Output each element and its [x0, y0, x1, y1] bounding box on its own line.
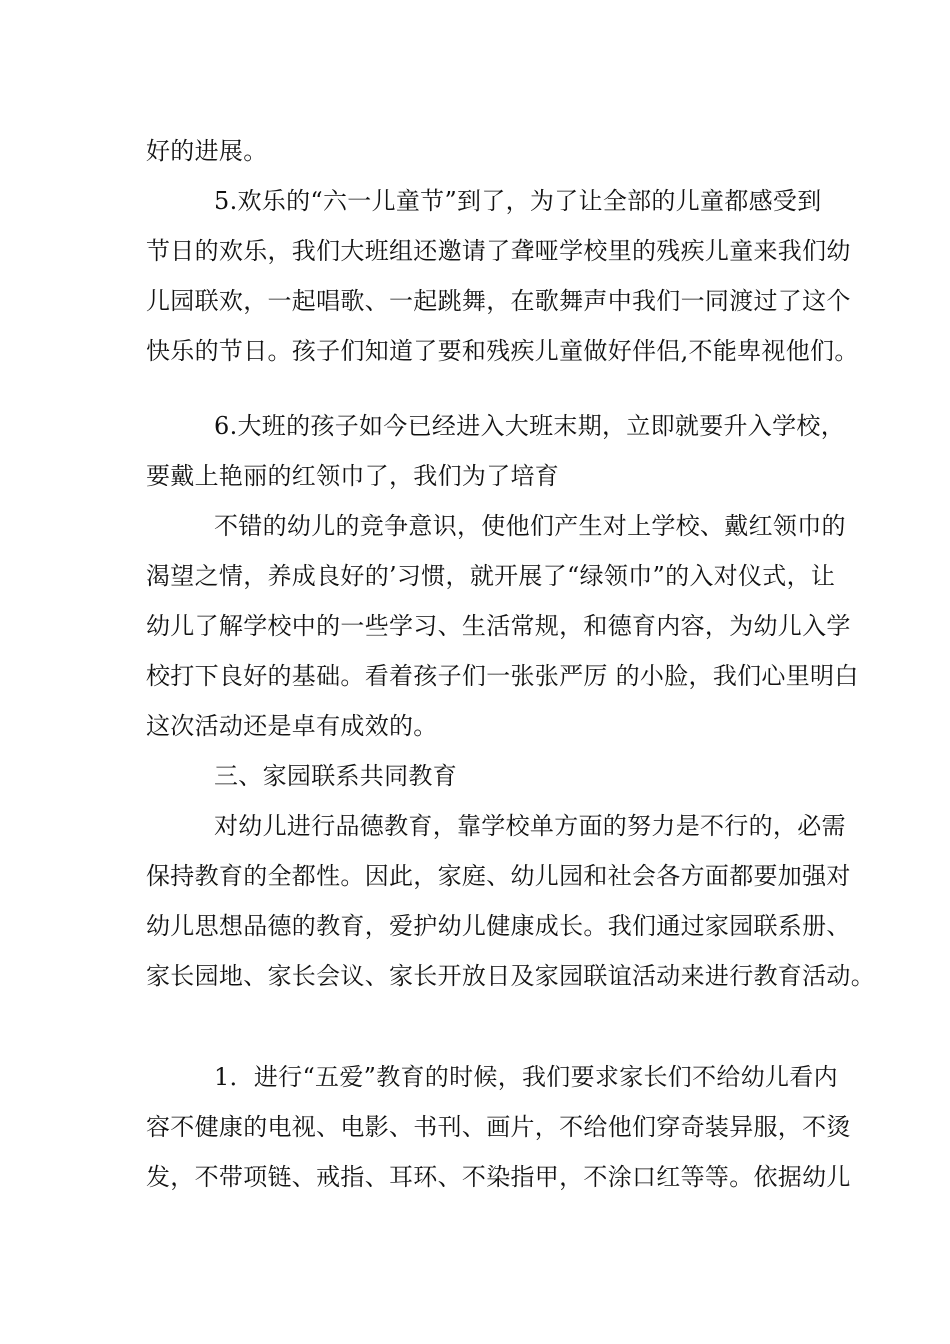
text-line: 容不健康的电视、电影、书刊、画片，不给他们穿奇装异服，不烫: [146, 1113, 851, 1141]
text-line: 6.大班的孩子如今已经进入大班末期，立即就要升入学校，: [214, 412, 845, 440]
text-line: 幼儿思想品德的教育，爱护幼儿健康成长。我们通过家园联系册、: [146, 912, 851, 940]
text-line: 渴望之情，养成良好的’习惯，就开展了“绿领巾”的入对仪式，让: [146, 562, 836, 590]
text-line: 好的进展。: [146, 137, 268, 165]
text-line: 1．进行“五爱”教育的时候，我们要求家长们不给幼儿看内: [214, 1063, 838, 1091]
text-line: 对幼儿进行品德教育，靠学校单方面的努力是不行的，必需: [214, 812, 846, 840]
text-line: 5.欢乐的“六一儿童节”到了，为了让全部的儿童都感受到: [214, 187, 822, 215]
section-heading: 三、家园联系共同教育: [214, 762, 457, 790]
text-line: 家长园地、家长会议、家长开放日及家园联谊活动来进行教育活动。: [146, 962, 875, 990]
text-line: 儿园联欢，一起唱歌、一起跳舞，在歌舞声中我们一同渡过了这个: [146, 287, 851, 315]
text-line: 保持教育的全都性。因此，家庭、幼儿园和社会各方面都要加强对: [146, 862, 851, 890]
text-line: 快乐的节日。孩子们知道了要和残疾儿童做好伴侣,不能卑视他们。: [146, 337, 859, 365]
text-line: 不错的幼儿的竞争意识，使他们产生对上学校、戴红领巾的: [214, 512, 846, 540]
text-line: 校打下良好的基础。看着孩子们一张张严厉 的小脸，我们心里明白: [146, 662, 859, 690]
text-line: 这次活动还是卓有成效的。: [146, 712, 438, 740]
text-line: 要戴上艳丽的红领巾了，我们为了培育: [146, 462, 560, 490]
text-line: 发，不带项链、戒指、耳环、不染指甲，不涂口红等等。依据幼儿: [146, 1163, 851, 1191]
text-line: 幼儿了解学校中的一些学习、生活常规，和德育内容，为幼儿入学: [146, 612, 851, 640]
text-line: 节日的欢乐，我们大班组还邀请了聋哑学校里的残疾儿童来我们幼: [146, 237, 851, 265]
